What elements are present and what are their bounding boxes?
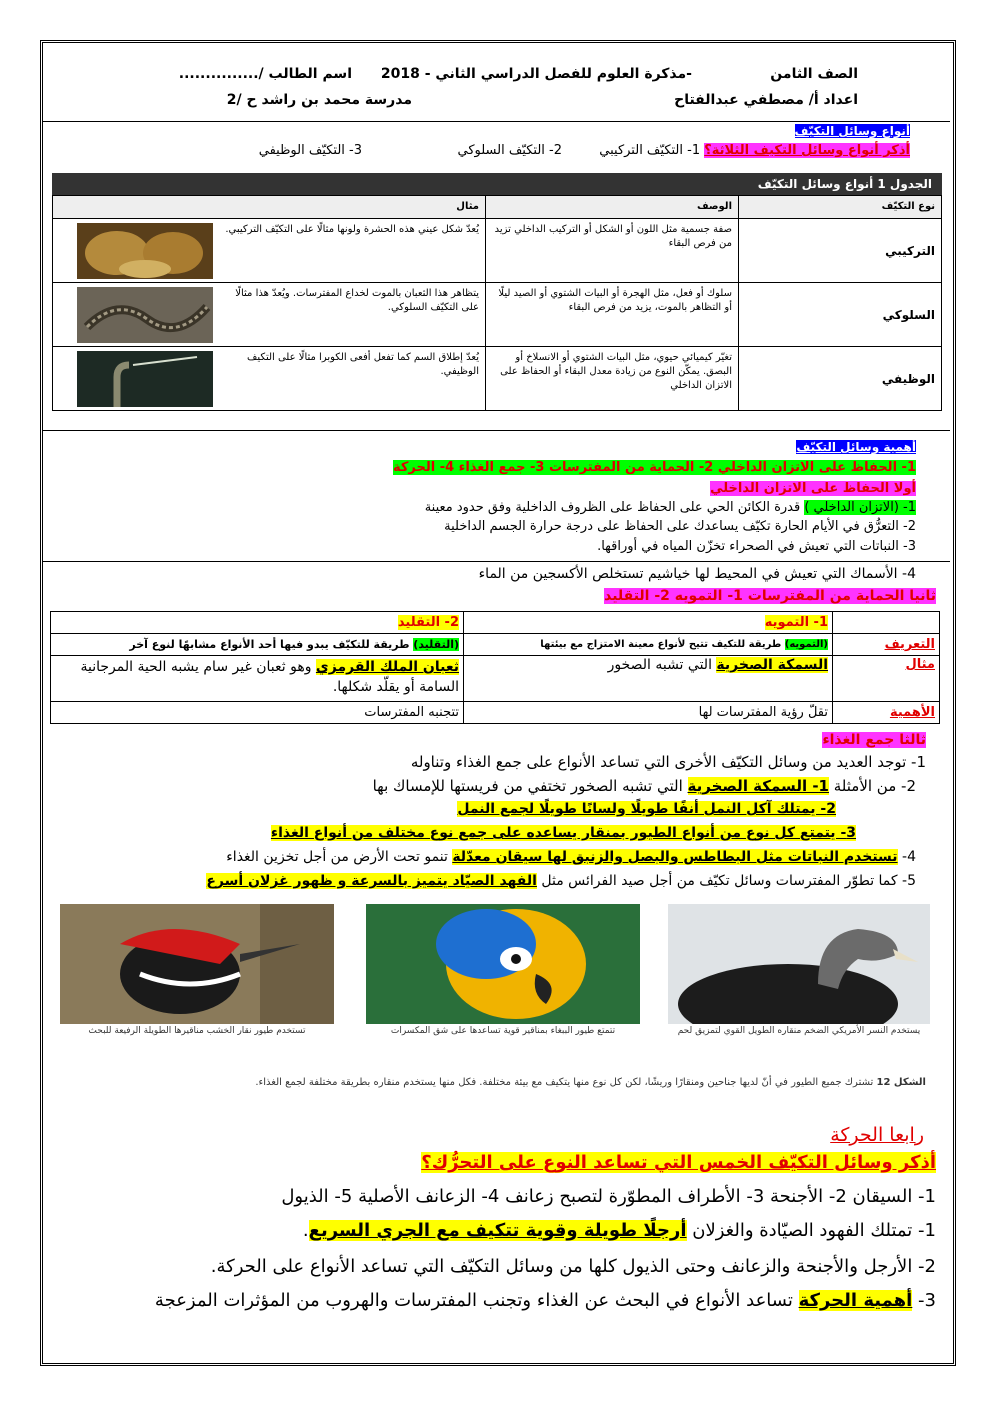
- table1-title: الجدول 1 أنواع وسائل التكيّف: [52, 173, 942, 195]
- homeostasis-def: قدرة الكائن الحي على الحفاظ على الظروف الداخلية وفق حدود معينة: [424, 500, 805, 515]
- food-l5-pre: 4-: [897, 849, 916, 865]
- header-divider: [43, 121, 950, 122]
- camouflage-header: 1- التمويه: [764, 615, 828, 630]
- table1-example-cell: [53, 347, 486, 411]
- food-l6-pre: 5- كما تطوّر المفترسات وسائل تكيّف من أجل صيد الفرائس مثل: [536, 873, 916, 889]
- movement-list: 1- السيقان 2- الأجنحة 3- الأطراف المطوّرة لتصبح زعانف 4- الزعانف الأصلية 5- الذيول: [281, 1186, 936, 1207]
- figure-text: تشترك جميع الطيور في أنّ لديها جناحين ومنقارًا وريشًا، لكن كل نوع منها يتكيف مع بيئة مختلفة. فكل منها يستخدم منقاره بطريقة مختلفة لجمع الغذاء.: [255, 1077, 874, 1088]
- table1-type-cell: السلوكي: [739, 283, 942, 347]
- table1-example-text: يُعدّ شكل عيني هذه الحشرة ولونها مثالًا على التكيّف التركيبي.: [225, 224, 479, 235]
- adaptation-types-table: [52, 195, 942, 411]
- snake-photo: [77, 287, 213, 343]
- movement-p3-post: تساعد الأنواع في البحث عن الغذاء وتجنب المفترسات والهروب من المؤثرات المزعجة: [154, 1290, 799, 1311]
- section-divider: [43, 561, 950, 562]
- mimicry-example-term: ثعبان الملك القرمزي: [315, 659, 459, 675]
- row-example-label: مثال: [833, 656, 940, 702]
- first-heading: أولا الحفاظ على الاتزان الداخلي: [710, 481, 916, 496]
- camouflage-def: طريقة للتكيف تتيح لأنواع معينة الامتزاج مع بيئتها: [540, 639, 785, 650]
- food-heading: ثالثا جمع الغذاء: [822, 732, 926, 748]
- cheetah-term: الفهد الصيّاد يتميز بالسرعة و ظهور غزلان أسرع: [206, 873, 537, 889]
- woodpecker-caption: تستخدم طيور نقار الخشب مناقيرها الطويلة الرفيعة للبحث: [88, 1026, 306, 1036]
- mimicry-def-term: (التقليد): [413, 638, 459, 651]
- movement-p2: 2- الأرجل والأجنحة والزعانف وحتى الذيول كلها من وسائل التكيّف التي تساعد الأنواع على الحركة.: [210, 1256, 936, 1277]
- table1-example-cell: [53, 219, 486, 283]
- parrot-caption: تتمتع طيور الببغاء بمناقير قوية تساعدها على شق المكسرات: [390, 1026, 616, 1036]
- type-item-1: 1- التكيّف التركيبي: [599, 143, 701, 158]
- food-l1: 1- توجد العديد من وسائل التكيّف الأخرى التي تساعد الأنواع على جمع الغذاء وتناوله: [410, 753, 926, 771]
- food-l2-post: التي تشبه الصخور تختفي من فريستها للإمساك بها: [372, 777, 688, 795]
- movement-heading: رابعا الحركة: [830, 1124, 924, 1146]
- importance-list: 1- الحفاظ على الاتزان الداخلي 2- الحماية من المفترسات 3- جمع الغذاء 4- الحركة: [392, 460, 916, 475]
- insect-eye-photo: [77, 223, 213, 279]
- food-plants-term: تستخدم النباتات مثل البطاطس والبصل والزنبق لها سيقان معدّلة: [452, 849, 898, 865]
- table1-col-example: مثال: [53, 196, 486, 219]
- table1-desc-cell: تغيّر كيميائي حيوي، مثل البيات الشتوي أو الانسلاخ أو البصق. يمكّن النوع من زيادة معدل البقاء أو الحفاظ على الاتزان الداخلي: [486, 347, 739, 411]
- vulture-photo: [668, 904, 930, 1024]
- camouflage-def-term: (التمويه): [784, 639, 828, 650]
- table1-col-desc: الوصف: [486, 196, 739, 219]
- type-item-2: 2- التكيّف السلوكي: [457, 143, 562, 158]
- table1-type-cell: الوظيفي: [739, 347, 942, 411]
- food-l2-pre: 2- من الأمثلة: [828, 777, 916, 795]
- mimicry-def: طريقة للتكيّف يبدو فيها أحد الأنواع مشابهًا لنوع آخر: [129, 638, 414, 651]
- table1-desc-cell: سلوك أو فعل، مثل الهجرة أو البيات الشتوي أو الصيد ليلًا أو التظاهر بالموت، يزيد من فرص البقاء: [486, 283, 739, 347]
- types-heading: أنواع وسائل التكيّف: [794, 124, 910, 138]
- table2-corner: [833, 612, 940, 634]
- protection-table: [50, 611, 940, 724]
- table1-col-type: نوع التكيّف: [739, 196, 942, 219]
- vulture-caption: يستخدم النسر الأمريكي الضخم منقاره الطويل القوي لتمزيق لحم: [677, 1026, 921, 1036]
- importance-p4: 4- الأسماك التي تعيش في المحيط لها خياشيم تستخلص الأكسجين من الماء: [478, 566, 916, 582]
- grade-label: الصف الثامن: [770, 66, 858, 82]
- movement-p1-pre: 1- تمتلك الفهود الصيّادة والغزلان: [686, 1220, 936, 1241]
- parrot-photo: [366, 904, 640, 1024]
- table1-type-cell: التركيبي: [739, 219, 942, 283]
- type-item-3: 3- التكيّف الوظيفي: [258, 143, 362, 158]
- food-l5-post: تنمو تحت الأرض من أجل تخزين الغذاء: [226, 849, 453, 865]
- figure-label: الشكل 12: [876, 1077, 926, 1088]
- food-anteater: 2- يمتلك آكل النمل أنفًا طويلًا ولسانًا طويلًا لجمع النمل: [457, 801, 836, 817]
- row-definition-label: التعريف: [833, 634, 940, 656]
- movement-p3-pre: 3-: [912, 1290, 936, 1311]
- table1-example-text: يُعدّ إطلاق السم كما تفعل أفعى الكوبرا مثالًا على التكيف الوظيفي.: [247, 352, 479, 377]
- rockfish-term: 1- السمكة الصخرية: [687, 777, 829, 795]
- student-name: اسم الطالب /...............: [178, 66, 352, 82]
- memo-title: -مذكرة العلوم للفصل الدراسي الثاني - 2018: [380, 66, 692, 82]
- movement-legs-term: أرجلًا طويلة وقوية تتكيف مع الجري السريع: [308, 1220, 687, 1241]
- prepared-by: اعداد أ/ مصطفي عبدالفتاح: [674, 92, 858, 108]
- school-name: مدرسة محمد بن راشد ح /2: [226, 92, 412, 108]
- camouflage-example: التي تشبه الصخور: [607, 657, 717, 673]
- row-importance-label: الأهمية: [833, 702, 940, 724]
- camouflage-example-term: السمكة الصخرية: [716, 657, 828, 673]
- types-question: أذكر أنواع وسائل التكيف الثلاثة؟: [704, 143, 910, 158]
- camouflage-importance: تقلّ رؤية المفترسات لها: [464, 702, 833, 724]
- table1-example-text: يتظاهر هذا الثعبان بالموت لخداع المفترسات. ويُعدّ هذا مثالًا على التكيّف السلوكي.: [235, 288, 479, 313]
- mimicry-example: وهو ثعبان غير سام يشبه الحية المرجانية السامة أو يقلّد شكلها.: [80, 659, 459, 695]
- table1-example-cell: [53, 283, 486, 347]
- section-divider: [43, 430, 950, 431]
- mimicry-header: 2- التقليد: [397, 615, 459, 630]
- cobra-photo: [77, 351, 213, 407]
- second-heading: ثانيا الحماية من المفترسات 1- التمويه 2- التقليد: [604, 588, 936, 604]
- movement-importance-term: أهمية الحركة: [798, 1290, 913, 1311]
- mimicry-importance: تتجنبه المفترسات: [51, 702, 464, 724]
- importance-heading: أهمية وسائل التكيّف: [796, 440, 916, 454]
- figure-caption: [66, 1076, 926, 1090]
- movement-question: أذكر وسائل التكيّف الخمس التي تساعد النوع على التحرُّك؟: [421, 1152, 936, 1173]
- homeostasis-term: 1- (الاتزان الداخلي ): [804, 500, 916, 515]
- importance-p3: 3- النباتات التي تعيش في الصحراء تخزّن المياه في أوراقها.: [597, 539, 916, 554]
- table1-desc-cell: صفة جسمية مثل اللون أو الشكل أو التركيب الداخلي تزيد من فرص البقاء: [486, 219, 739, 283]
- movement-p1-post: .: [302, 1220, 309, 1241]
- importance-p2: 2- التعرُّق في الأيام الحارة تكيّف يساعدك على الحفاظ على درجة حرارة الجسم الداخلية: [444, 519, 916, 534]
- woodpecker-photo: [60, 904, 334, 1024]
- food-birds: 3- يتمتع كل نوع من أنواع الطيور بمنقار يساعده على جمع نوع مختلف من أنواع الغذاء: [270, 825, 856, 841]
